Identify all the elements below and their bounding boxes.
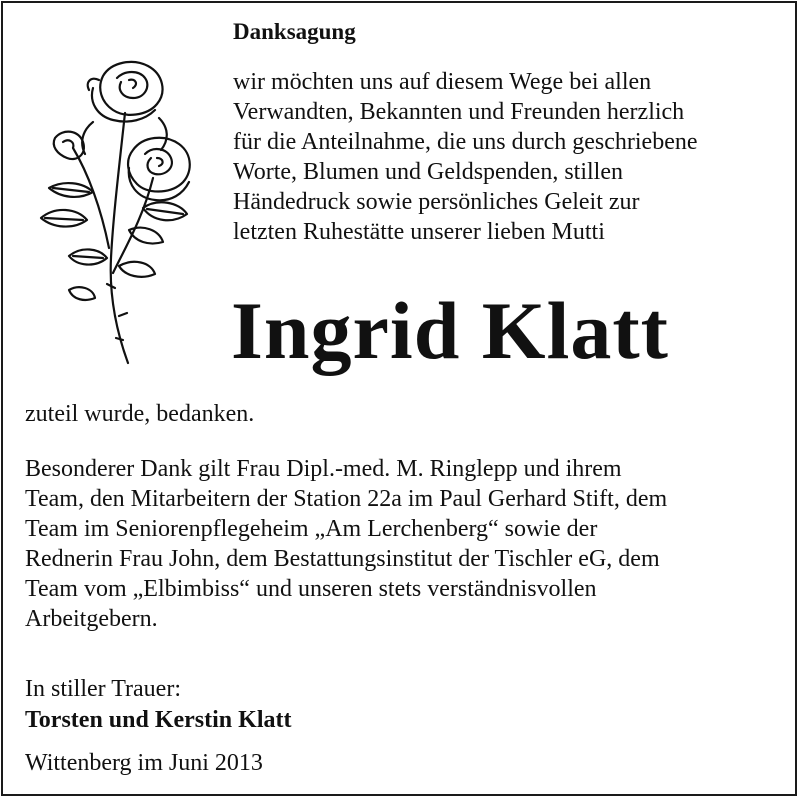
special-thanks-line: Besonderer Dank gilt Frau Dipl.-med. M. Ringlepp und ihrem	[25, 456, 622, 482]
intro-line: wir möchten uns auf diesem Wege bei allen	[233, 69, 652, 95]
intro-paragraph	[233, 67, 793, 247]
mourners-names: Torsten und Kerstin Klatt	[25, 707, 292, 733]
special-thanks-paragraph	[25, 454, 667, 634]
intro-line: Worte, Blumen und Geldspenden, stillen	[233, 159, 623, 185]
place-date: Wittenberg im Juni 2013	[25, 750, 263, 776]
special-thanks-line: Team vom „Elbimbiss“ und unseren stets verständnisvollen	[25, 576, 597, 602]
intro-line: für die Anteilnahme, die uns durch geschriebene	[233, 129, 698, 155]
special-thanks-line: Rednerin Frau John, dem Bestattungsinstitut der Tischler eG, dem	[25, 546, 660, 572]
intro-line: letzten Ruhestätte unserer lieben Mutti	[233, 219, 605, 245]
notice-frame	[1, 1, 797, 796]
intro-line: Verwandten, Bekannten und Freunden herzlich	[233, 99, 685, 125]
special-thanks-line: Team, den Mitarbeitern der Station 22a im Paul Gerhard Stift, dem	[25, 486, 668, 512]
deceased-name: Ingrid Klatt	[231, 285, 669, 376]
mourning-label: In stiller Trauer:	[25, 676, 181, 702]
special-thanks-line: Team im Seniorenpflegeheim „Am Lerchenberg“ sowie der	[25, 516, 598, 542]
rose-icon	[33, 58, 203, 378]
intro-line: Händedruck sowie persönliches Geleit zur	[233, 189, 640, 215]
notice-heading: Danksagung	[233, 19, 356, 44]
special-thanks-line: Arbeitgebern.	[25, 606, 158, 632]
closing-line: zuteil wurde, bedanken.	[25, 401, 255, 427]
